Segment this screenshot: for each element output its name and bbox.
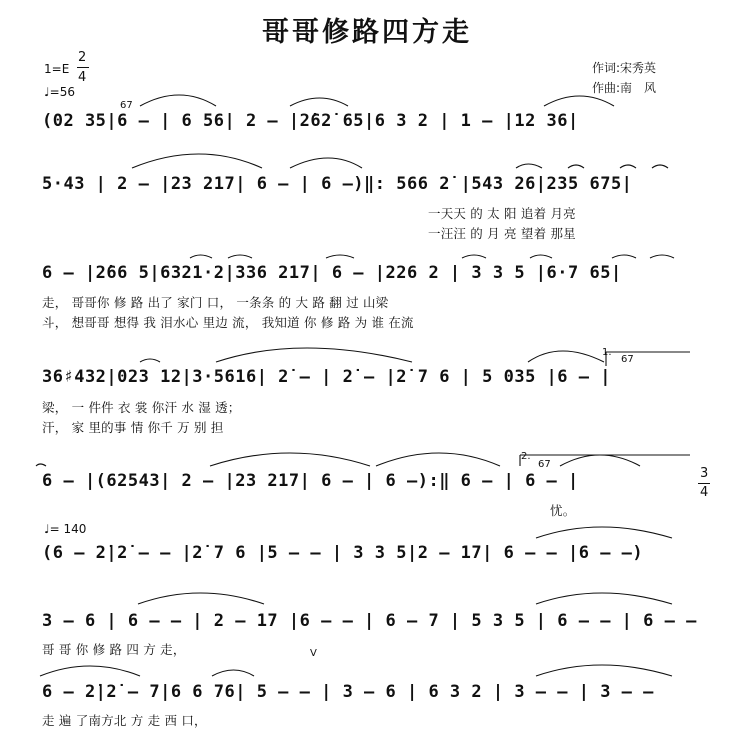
- volta-2-label: 2.: [521, 451, 531, 462]
- meter-change-bottom: 4: [700, 485, 709, 500]
- slur: [560, 455, 640, 466]
- system-7-lyrics: 哥 哥 你 修 路 四 方 走，: [42, 642, 186, 657]
- volta-1-label: 1.: [602, 347, 612, 358]
- key-signature: 1=E: [44, 62, 70, 76]
- system-5-notes: 6 – |(62543| 2 – |23 217| 6 – | 6 –):‖ 6 – | 6 – |: [42, 471, 579, 491]
- system-6-notes: (6 – 2̇|2̇ – – |2̇ 7 6 |5 – – | 3 3 5|2 – 17| 6 – – |6 – –): [42, 543, 644, 563]
- tempo-marking: ♩=56: [44, 85, 75, 99]
- time-signature-top: 2: [78, 50, 87, 65]
- slur: [652, 165, 668, 168]
- slur: [140, 95, 216, 106]
- slur: [228, 255, 252, 258]
- meter-change-top: 3: [700, 466, 709, 481]
- system-4-lyrics-verse-2: 汗， 家 里的事 情 你千 万 别 担: [42, 420, 224, 435]
- slur: [40, 666, 140, 676]
- system-2-lyrics-verse-1: 一天天 的 太 阳 追着 月亮: [428, 206, 576, 221]
- system-3-lyrics-verse-2: 斗， 想哥哥 想得 我 泪水心 里边 流， 我知道 你 修 路 为 谁 在流: [42, 315, 414, 330]
- system-4-notes: 36♯432|023 12|3·5616| 2̇ – | 2̇ – |2̇ 7 6 | 5 035 |6 – |: [42, 367, 611, 387]
- slur: [536, 593, 672, 604]
- slur: [36, 464, 46, 466]
- grace-note-2: 67: [621, 354, 634, 365]
- song-title: 哥哥修路四方走: [262, 17, 472, 48]
- grace-note-1: 67: [120, 100, 133, 111]
- composer-credit: 作曲:南 风: [592, 81, 657, 95]
- slur: [536, 665, 672, 676]
- system-8-lyrics: 走 遍 了南方北 方 走 西 口，: [42, 713, 207, 728]
- slur: [140, 359, 160, 362]
- slur: [138, 593, 264, 604]
- system-2-lyrics-verse-2: 一汪汪 的 月 亮 望着 那星: [428, 226, 576, 241]
- slur: [210, 453, 370, 466]
- slur: [290, 158, 362, 168]
- slur: [516, 164, 542, 168]
- system-3-notes: 6 – |2̇66 5|6321·2|336 217| 6 – |226 2 | 3 3 5 |6·7 65|: [42, 263, 622, 283]
- slur: [132, 154, 262, 168]
- slur: [650, 255, 674, 258]
- system-1-notes: (02 35|6 – | 6 56| 2 – |2̇62̇ 65|6 3 2 | 1 – |12 36|: [42, 111, 579, 131]
- slur: [620, 165, 636, 168]
- slur: [326, 255, 354, 258]
- slur: [376, 453, 500, 466]
- breath-mark: V: [310, 648, 317, 659]
- system-3-lyrics-verse-1: 走， 哥哥你 修 路 出了 家门 口， 一条条 的 大 路 翻 过 山梁: [42, 295, 389, 310]
- slur: [190, 255, 212, 258]
- system-7-notes: 3 – 6 | 6 – – | 2 – 17 |6 – – | 6 – 7 | 5 3 5 | 6 – – | 6 – –: [42, 611, 697, 631]
- slur: [568, 165, 584, 168]
- slur: [612, 255, 636, 258]
- tempo-change-marking: ♩= 140: [44, 522, 87, 536]
- system-2-notes: 5·43 | 2 – |23 217| 6 – | 6 –)‖: 566 2̇ |543 26|235 675|: [42, 174, 633, 194]
- system-4-lyrics-verse-1: 梁， 一 件件 衣 裳 你汗 水 湿 透；: [42, 400, 241, 415]
- grace-note-3: 67: [538, 459, 551, 470]
- system-5-lyrics: 忧。: [550, 503, 576, 518]
- slur: [544, 96, 614, 106]
- lyricist-credit: 作词:宋秀英: [592, 61, 657, 75]
- slur: [290, 98, 348, 106]
- slur: [212, 670, 254, 676]
- time-signature-bottom: 4: [78, 70, 87, 85]
- slur: [216, 348, 412, 362]
- slur: [462, 255, 486, 258]
- system-8-notes: 6 – 2̇|2̇ – 7|6 6 76| 5 – – | 3 – 6 | 6 3 2 | 3 – – | 3 – –: [42, 682, 654, 702]
- slur: [530, 255, 552, 258]
- slur: [528, 351, 604, 362]
- slur: [536, 527, 672, 538]
